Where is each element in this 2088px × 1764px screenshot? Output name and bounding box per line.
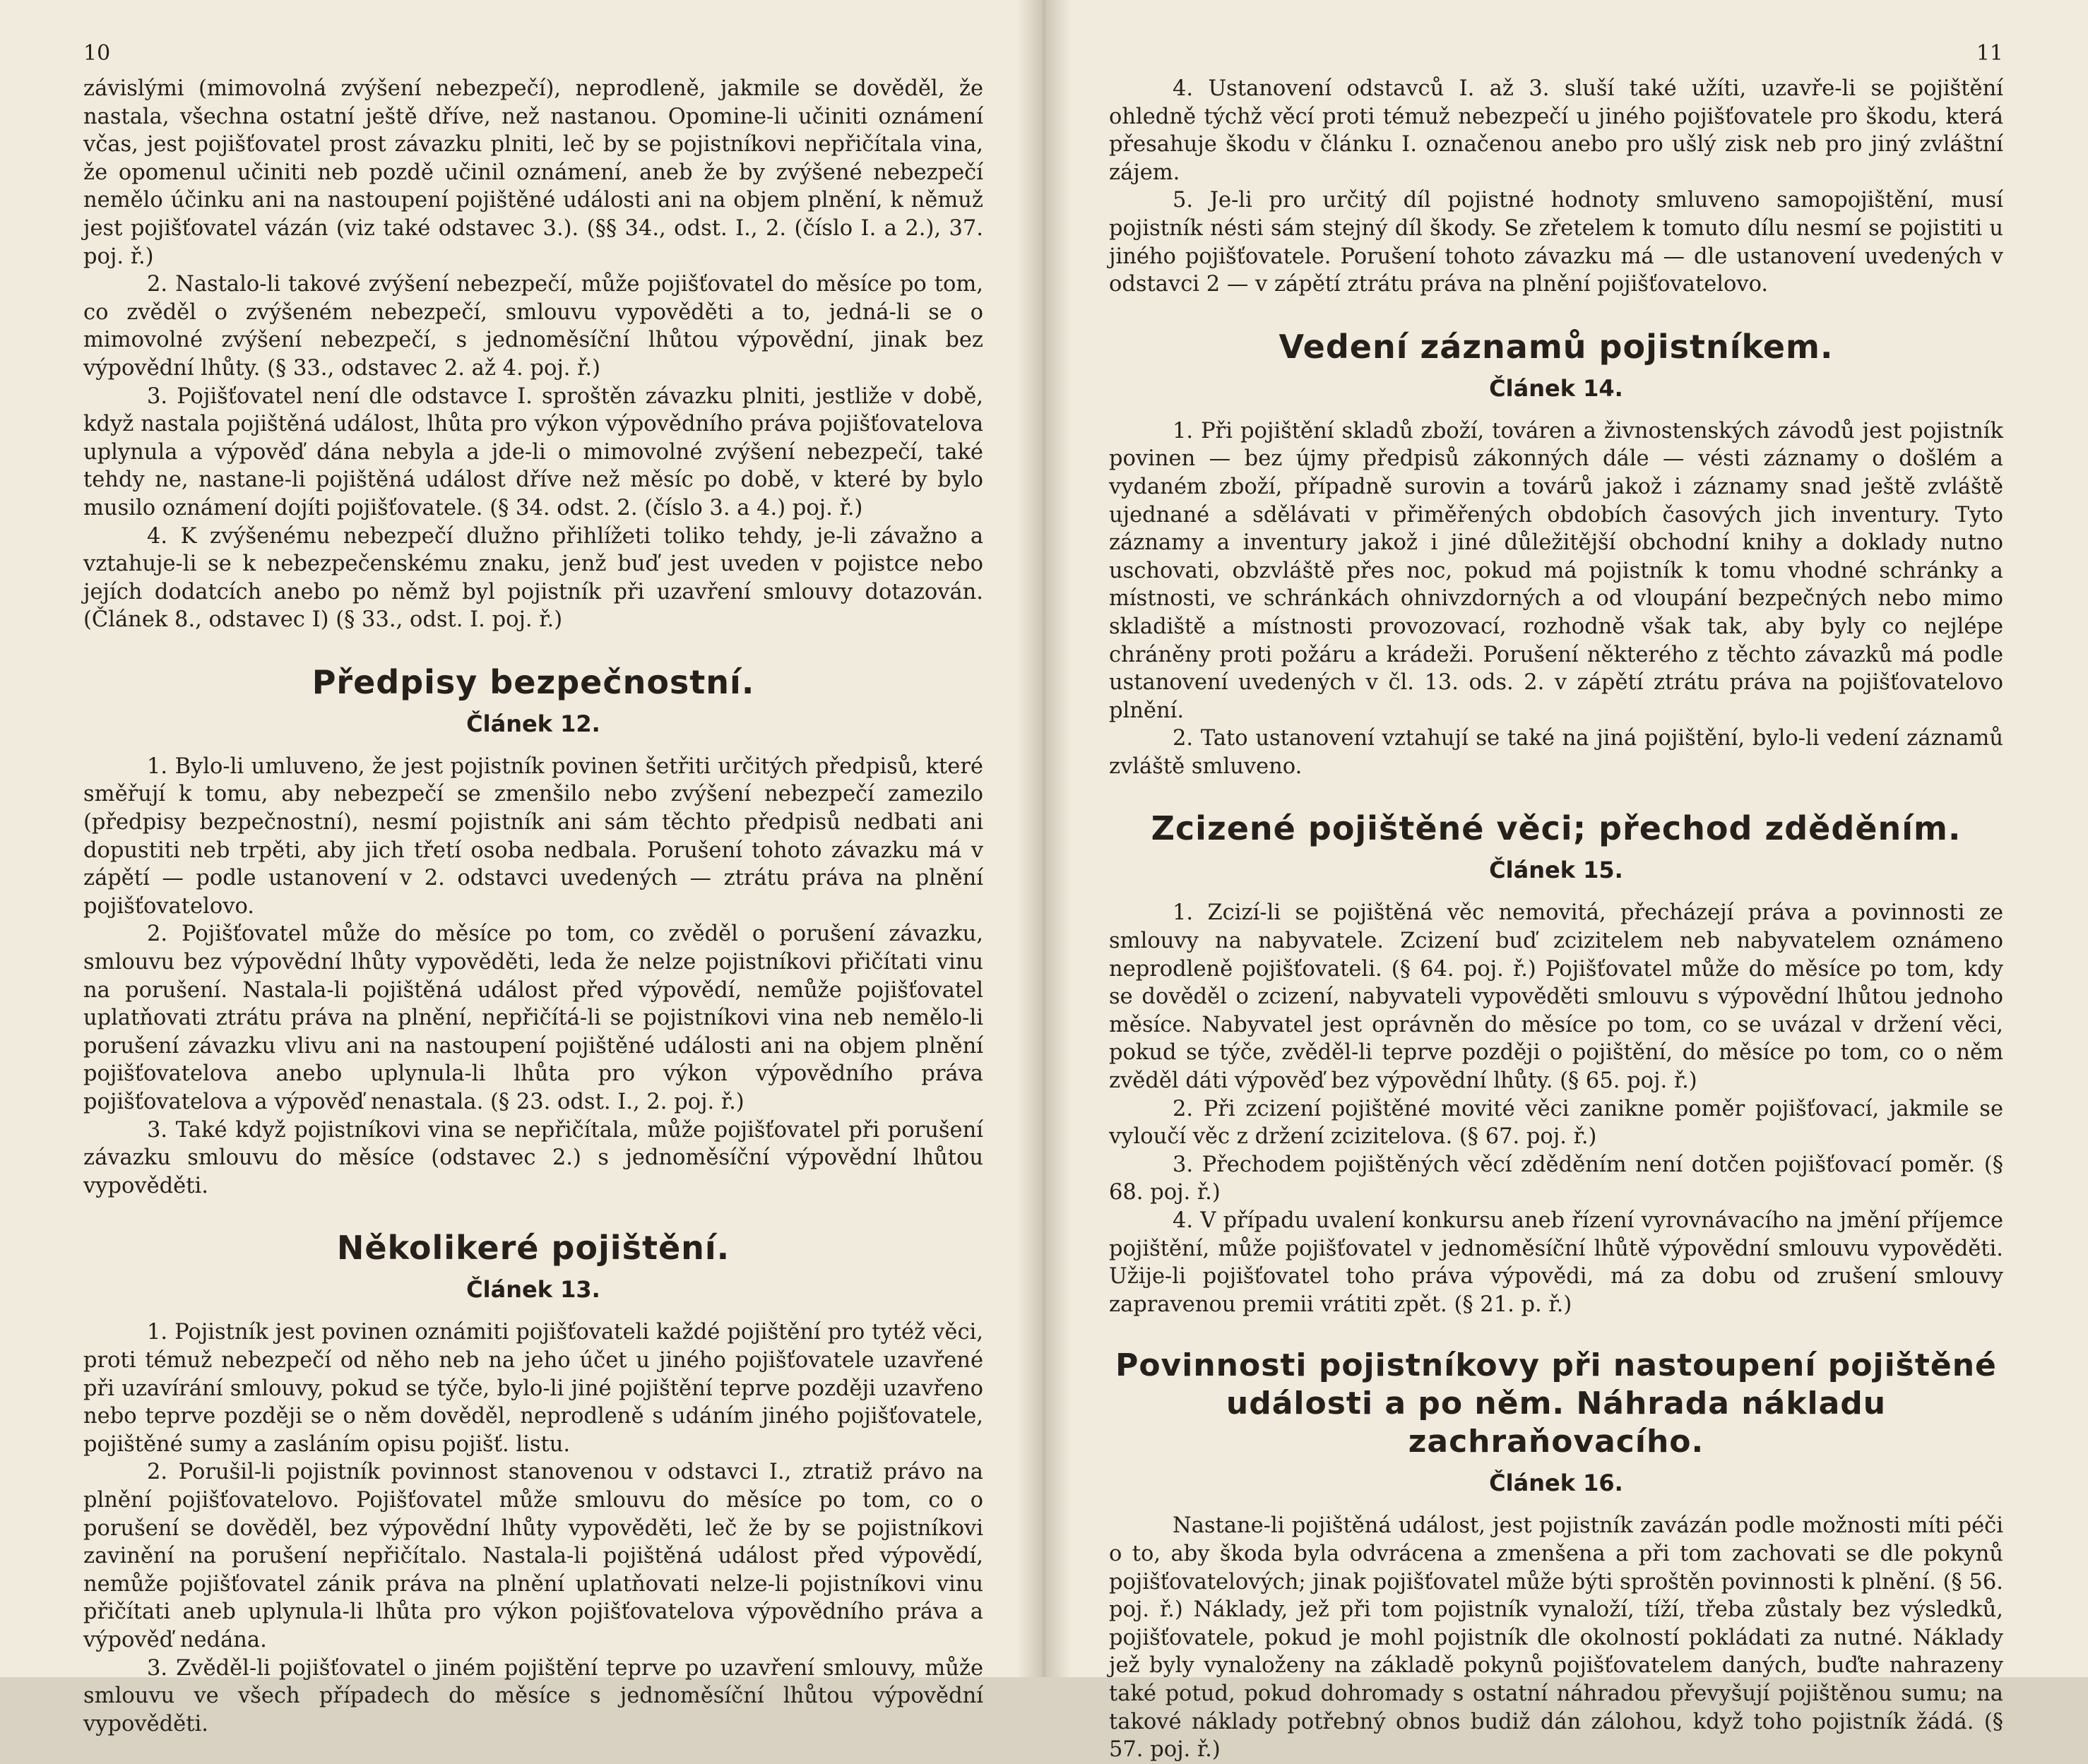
paragraph: 2. Porušil-li pojistník povinnost stanovenou v odstavci I., ztratiž právo na plnění pojišťovatelovo. Pojišťovatel může smlouvu do měsíce po tom, co o porušení se dověděl, bez výpovědní lhůty vypověděti, leč že by se pojistníkovi zavinění na porušení nepřičítalo. Nastala-li pojištěná událost před výpovědí, nemůže pojišťovatel zánik práva na plnění uplatňovati nelze-li pojistníkovi vinu přičítati aneb uplynula-li lhůta pro výkon pojišťovatelova výpovědního práva a výpověď nedána.: [83, 1460, 983, 1652]
article-number: Článek 15.: [1489, 857, 1623, 884]
page-number: 11: [1976, 41, 2003, 66]
paragraph: 1. Zcizí-li se pojištěná věc nemovitá, přecházejí práva a povinnosti ze smlouvy na nabyvatele. Zcizení buď zcizitelem neb nabyvatelem oznámeno neprodleně pojišťovateli. (§ 64. poj. ř.) Pojišťovatel může do měsíce po tom, kdy se dověděl o zcizení, nabyvateli vypověděti smlouvu s výpovědní lhůtou jednoho měsíce. Nabyvatel jest oprávněn do měsíce po tom, co se uvázal v držení věci, pokud se týče, zvěděl-li teprve později o pojištění, do měsíce po tom, co o něm zvěděl dáti výpověď bez výpovědní lhůty. (§ 65. poj. ř.): [1109, 900, 2003, 1094]
paragraph: závislými (mimovolná zvýšení nebezpečí), neprodleně, jakmile se dověděl, že nastala, všechna ostatní ještě dříve, než nastanou. Opomine-li učiniti oznámení včas, jest pojišťovatel prost závazku plniti, leč by se pojistníkovi nepřičítala vina, že opomenul učiniti neb pozdě učinil oznámení, aneb že by zvýšené nebezpečí nemělo účinku ani na nastoupení pojištěné události ani na objem plnění, k němuž jest pojišťovatel vázán (viz také odstavec 3.). (§§ 34., odst. I., 2. (číslo I. a 2.), 37. poj. ř.): [83, 76, 983, 269]
paragraph: 2. Pojišťovatel může do měsíce po tom, co zvěděl o porušení závazku, smlouvu bez výpovědní lhůty vypověděti, leda že nelze pojistníkovi přičítati vinu na porušení. Nastala-li pojištěná událost před výpovědí, nemůže pojišťovatel uplatňovati ztrátu práva na plnění, nepřičítá-li se pojistníkovi vina neb nemělo-li porušení závazku vlivu ani na nastoupení pojištěné události ani na objem plnění pojišťovatelova anebo uplynula-li lhůta pro výkon výpovědního práva pojišťovatelova a výpověď nenastala. (§ 23. odst. I., 2. poj. ř.): [83, 922, 983, 1114]
paragraph: 3. Zvěděl-li pojišťovatel o jiném pojištění teprve po uzavření smlouvy, může smlouvu ve všech případech do měsíce s jednoměsíční lhůtou výpovědní vypověděti.: [83, 1655, 983, 1736]
section-heading: Vedení záznamů pojistníkem.: [1279, 327, 1834, 366]
paragraph: 1. Při pojištění skladů zboží, továren a živnostenských závodů jest pojistník povinen — bez újmy předpisů zákonných dále — vésti záznamy o došlém a vydaném zboží, případně surovin a továrů jakož i záznamy snad ještě zvláště ujednané a sdělávati v přiměřených obdobích časových jich inventury. Tyto záznamy a inventury jakož i jiné důležitější obchodní knihy a doklady nutno uschovati, obzvláště přes noc, pokud má pojistník k tomu vhodné schránky a místnosti, ve schránkách ohnivzdorných a od vloupání bezpečných nebo mimo skladiště a místnosti provozovací, rozhodně však tak, aby byly co nejlépe chráněny proti požáru a krádeži. Porušení některého z těchto závazků má podle ustanovení uvedených v čl. 13. ods. 2. v zápětí ztrátu práva na pojišťovatelovo plnění.: [1109, 418, 2003, 723]
section-heading: Zcizené pojištěné věci; přechod zděděním.: [1151, 809, 1962, 848]
paragraph: 3. Přechodem pojištěných věcí zděděním není dotčen pojišťovací poměr. (§ 68. poj. ř.): [1109, 1152, 2003, 1205]
article-number: Článek 14.: [1489, 374, 1623, 402]
paragraph: 1. Pojistník jest povinen oznámiti pojišťovateli každé pojištění pro tytéž věci, proti témuž nebezpečí od něho neb na jeho účet u jiného pojišťovatele uzavřené při uzavírání smlouvy, pokud se týče, bylo-li jiné pojištění teprve později uzavřeno nebo teprve později se o něm dověděl, neprodleně s udáním jiného pojišťovatele, pojištěné sumy a zasláním opisu pojišť. listu.: [83, 1320, 983, 1457]
paragraph: 4. Ustanovení odstavců I. až 3. sluší také užíti, uzavře-li se pojištění ohledně týchž věcí proti témuž nebezpečí u jiného pojišťovatele pro škodu, která přesahuje škodu v článku I. označenou anebo pro ušlý zisk neb pro jiný zvláštní zájem.: [1109, 76, 2003, 185]
paragraph: 4. K zvýšenému nebezpečí dlužno přihlížeti toliko tehdy, je-li závažno a vztahuje-li se k nebezpečenskému znaku, jenž buď jest uveden v pojistce nebo jejích dodatcích anebo po němž byl pojistník při uzavření smlouvy dotazován. (Článek 8., odstavec I) (§ 33., odst. I. poj. ř.): [83, 523, 983, 633]
book-gutter: [1017, 0, 1071, 1677]
page-number: 10: [83, 41, 111, 66]
paragraph: Nastane-li pojištěná událost, jest pojistník zavázán podle možnosti míti péči o to, aby škoda byla odvrácena a zmenšena a při tom zachovati se dle pokynů pojišťovatelových; jinak pojišťovatel může býti sproštěn povinnosti k plnění. (§ 56. poj. ř.) Náklady, jež při tom pojistník vynaloží, tíží, třeba zůstaly bez výsledků, pojišťovatele, pokud je mohl pojistník dle okolností pokládati za nutné. Náklady jež byly vynaloženy na základě pokynů pojišťovatelem daných, buďte nahrazeny také potud, pokud dohromady s ostatní náhradou převyšují pojištěnou sumu; na takové náklady potřebný obnos budiž dán zálohou, když toho pojistník žádá. (§ 57. poj. ř.): [1109, 1513, 2003, 1763]
paragraph: 3. Pojišťovatel není dle odstavce I. sproštěn závazku plniti, jestliže v době, když nastala pojištěná událost, lhůta pro výkon výpovědního práva pojišťovatelova uplynula a výpověď dána nebyla a jde-li o mimovolné zvýšení nebezpečí, také tehdy ne, nastane-li pojištěná událost dříve než měsíc po době, v které by bylo musilo oznámení dojíti pojišťovatele. (§ 34. odst. 2. (číslo 3. a 4.) poj. ř.): [83, 383, 983, 520]
left-page: [0, 0, 1044, 1736]
paragraph: 2. Tato ustanovení vztahují se také na jiná pojištění, bylo-li vedení záznamů zvláště smluveno.: [1109, 726, 2003, 779]
paragraph: 4. V případu uvalení konkursu aneb řízení vyrovnávacího na jmění příjemce pojištění, může pojišťovatel v jednoměsíční lhůtě výpovědní smlouvu vypověděti. Užije-li pojišťovatel toho práva výpovědi, má za dobu od zrušení smlouvy zapravenou premii vrátiti zpět. (§ 21. p. ř.): [1109, 1208, 2003, 1317]
article-number: Článek 16.: [1489, 1470, 1623, 1497]
paragraph: 3. Také když pojistníkovi vina se nepřičítala, může pojišťovatel při porušení závazku smlouvu do měsíce (odstavec 2.) s jednoměsíční výpovědní lhůtou vypověděti.: [83, 1117, 983, 1198]
right-page: [1044, 0, 2088, 1763]
section-heading: Povinnosti pojistníkovy při nastoupení pojištěné události a po něm. Náhrada nákladu zachraňovacího.: [1115, 1347, 1997, 1460]
paragraph: 1. Bylo-li umluveno, že jest pojistník povinen šetřiti určitých předpisů, které směřují k tomu, aby nebezpečí se zmenšilo nebo zvýšení nebezpečí zamezilo (předpisy bezpečnostní), nesmí pojistník ani sám těchto předpisů nedbati ani dopustiti neb trpěti, aby jich třetí osoba nedbala. Porušení tohoto závazku má v zápětí — podle ustanovení v 2. odstavci uvedených — ztrátu práva na plnění pojišťovatelovo.: [83, 753, 983, 919]
paragraph: 2. Při zcizení pojištěné movité věci zanikne poměr pojišťovací, jakmile se vyloučí věc z držení zcizitelova. (§ 67. poj. ř.): [1109, 1096, 2003, 1150]
article-number: Článek 12.: [466, 710, 600, 737]
section-heading: Předpisy bezpečnostní.: [312, 662, 755, 701]
section-heading: Několikeré pojištění.: [336, 1229, 730, 1268]
article-number: Článek 13.: [466, 1276, 600, 1304]
paragraph: 2. Nastalo-li takové zvýšení nebezpečí, může pojišťovatel do měsíce po tom, co zvěděl o zvýšeném nebezpečí, smlouvu vypověděti a to, jedná-li se o mimovolné zvýšení nebezpečí, s jednoměsíční lhůtou výpovědní, jinak bez výpovědní lhůty. (§ 33., odstavec 2. až 4. poj. ř.): [83, 272, 983, 381]
paragraph: 5. Je-li pro určitý díl pojistné hodnoty smluveno samopojištění, musí pojistník nésti sám stejný díl škody. Se zřetelem k tomuto dílu nesmí se pojistiti u jiného pojišťovatele. Porušení tohoto závazku má — dle ustanovení uvedených v odstavci 2 — v zápětí ztrátu práva na plnění pojišťovatelovo.: [1109, 188, 2003, 297]
